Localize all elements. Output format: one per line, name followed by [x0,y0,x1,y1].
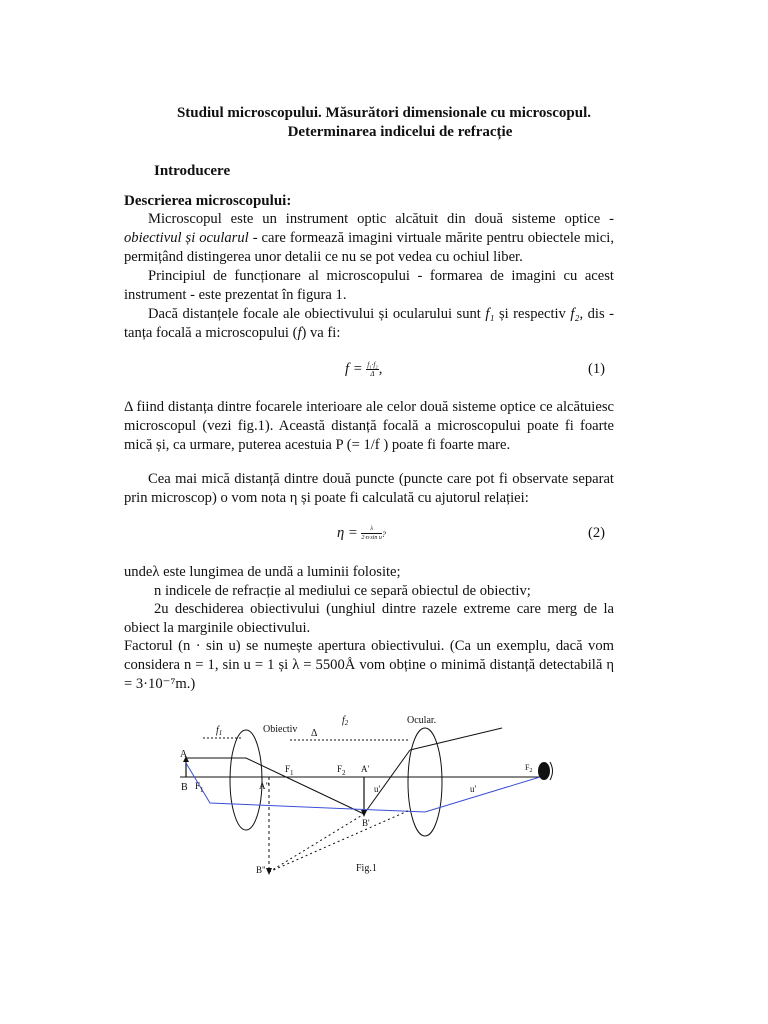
ray-to-ocular [364,750,410,814]
eq2-denominator: 2·n·sin u [361,535,382,542]
label-B-double: B" [256,865,266,875]
label-B-prime: B' [362,818,370,828]
paragraph-1 [124,210,614,267]
p1-text-start: Microscopul este un instrument optic alcătuit din două sisteme optice - [148,211,614,227]
eq1-fraction [366,361,379,378]
eq2-numerator: λ [361,525,382,534]
eq1-numerator: f₁·f₂ [367,361,378,370]
p3-f1: f₁ [485,306,495,322]
ocular-lens [408,728,442,836]
p3-f: f [297,325,302,341]
label-F1-left: $F_1$ [195,781,204,794]
p1-text-end: - care formează imagini virtuale mărite pentru obiectele mici, permițând distingerea unor detalii ce nu se pot vedea cu ochiul liber. [124,230,614,265]
paragraph-9: Factorul (n · sin u) se numește apertura obiectivului. (Ca un exemplu, dacă vom considera n = 1, sin u = 1 și λ = 5500Å vom obține o minimă distanță detectabilă η = 3·10⁻⁷m.) [124,638,614,692]
subsection-heading: Descrierea microscopului: [124,193,292,209]
label-u-prime-2: u' [470,784,477,794]
equation-1-number: (1) [588,361,606,377]
paragraph-5: Cea mai mică distanță dintre două puncte (puncte care pot fi observate separat prin microscop) o vom nota η și poate fi calculată cu ajutorul relației: [124,471,614,506]
eq1-denominator: Δ [370,370,375,379]
ray-emergent-top [410,728,502,750]
p3-text-start: Dacă distanțele focale ale obiectivului și ocularului sunt [148,306,486,322]
paragraph-7: n indicele de refracție al mediului ce separă obiectul de obiectiv; [154,583,531,599]
eq1-lhs: f = [345,361,363,377]
eq1-tail: , [378,361,383,377]
paragraph-2: Principiul de funcționare al microscopului - formarea de imagini cu acest instrument - este prezentat în figura 1. [124,268,614,303]
equation-2-number: (2) [588,525,606,541]
paragraph-3 [124,305,614,343]
eq2-fraction [361,525,382,542]
label-u-prime: u' [374,784,381,794]
p3-f2: f₂ [570,306,580,322]
label-A: A [180,749,188,760]
construction-line-2 [269,810,410,872]
eq2-lhs: η = [337,525,358,541]
figure-1-diagram [0,700,768,900]
label-F2-right: $F_2$ [525,763,533,774]
label-A-prime: A' [361,764,370,774]
paragraph-4: Δ fiind distanța dintre focarele interioare ale celor două sisteme optice ce alcătuiesc microscopul (vezi fig.1). Această distanță focală a microscopului poate fi foarte mică și, ca urmare, puterea acestuia P (= 1/f ) poate fi foarte mare. [124,399,614,453]
paragraph-8: 2u deschiderea obiectivului (unghiul dintre razele extreme care merg de la obiect la marginile obiectivului. [124,601,614,636]
eye-outline [550,762,553,780]
label-ocular: Ocular. [407,715,437,726]
objective-lens [230,730,262,830]
eye-icon [538,762,550,780]
label-delta: Δ [311,728,318,739]
p3-text-end: , dis - tanța focală a microscopului ( [124,306,614,341]
construction-line-1 [269,814,364,872]
paragraph-6: undeλ este lungimea de undă a luminii folosite; [124,564,401,580]
p3-text-tail: ) va fi: [301,325,341,341]
p1-text-italic: obiectivul și ocularul [124,230,249,246]
label-f2: $f_2$ [342,715,349,727]
label-F2-left: $F_2$ [337,764,346,777]
eq2-tail: ? [381,530,386,539]
equation-1 [345,360,382,379]
label-f1: $f_1$ [216,725,223,737]
p3-text-mid: și respectiv [494,306,571,322]
label-A-double: A" [259,781,270,791]
title-line-1: Studiul microscopului. Măsurători dimensionale cu microscopul. [176,105,592,121]
label-B: B [181,782,188,793]
section-heading-intro: Introducere [154,163,231,179]
title-line-2: Determinarea indicelui de refracție [287,124,513,140]
label-F1-right: $F_1$ [285,764,294,777]
equation-2 [337,524,386,544]
label-objective: Obiectiv [263,724,298,735]
figure-caption: Fig.1 [356,863,377,874]
